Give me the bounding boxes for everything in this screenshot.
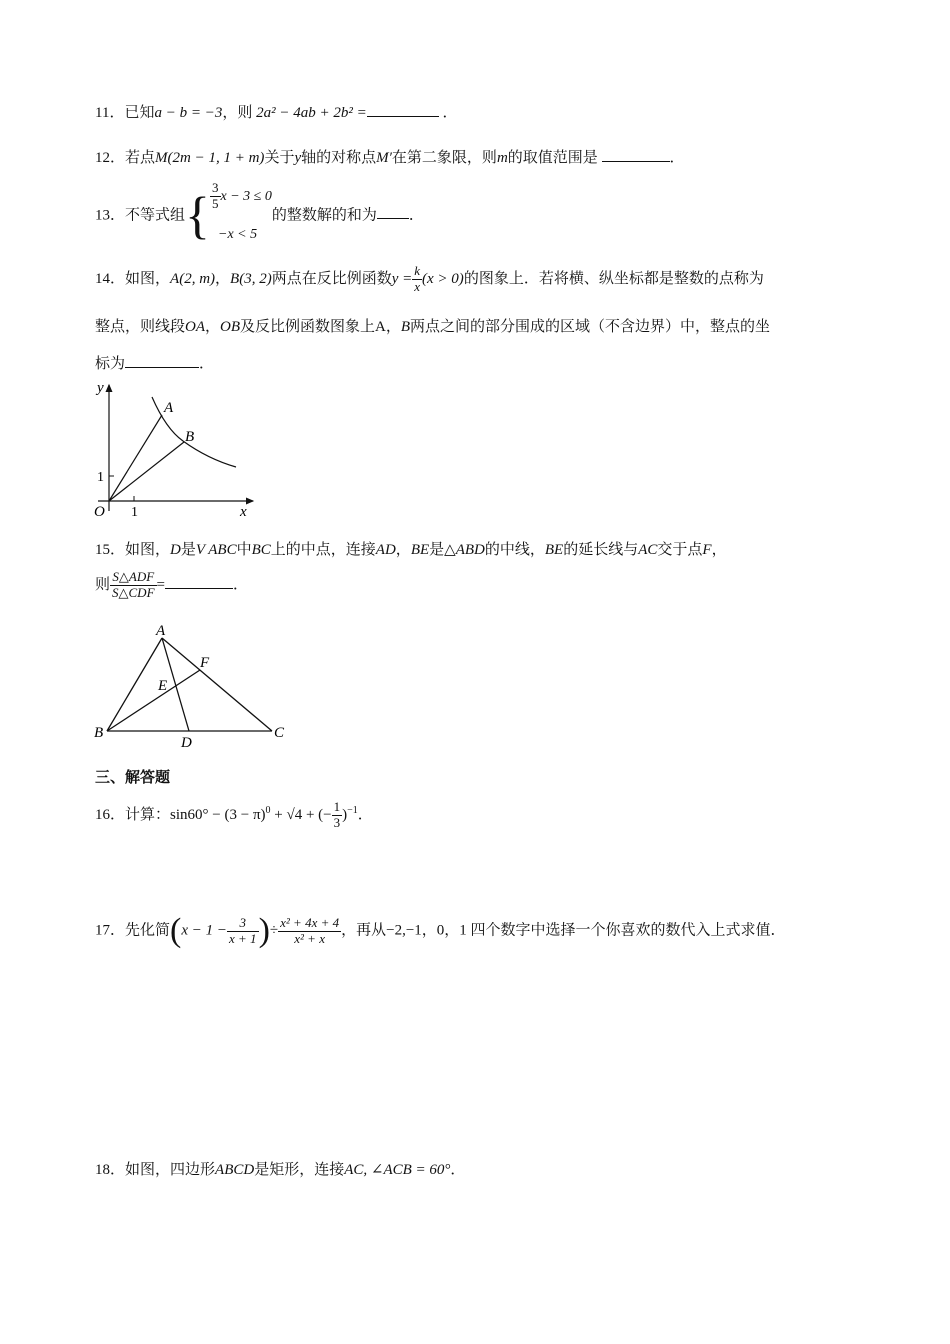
question-number: 11． <box>95 105 125 121</box>
question-13 <box>95 178 424 254</box>
inequality-system <box>210 178 272 254</box>
point-f-label: F <box>200 655 210 671</box>
point-b-label: B <box>94 725 104 741</box>
question-text: 已知 <box>124 105 155 121</box>
segment-oa <box>109 415 162 501</box>
question-text: ． <box>357 806 373 823</box>
question-text: 两点在反比例函数 <box>271 270 392 287</box>
answer-blank[interactable] <box>165 574 233 589</box>
question-text: 中 <box>236 542 252 558</box>
question-text: 两点之间的部分围成的区域（不含边界）中，整点的坐 <box>410 319 771 335</box>
math-var: OB <box>220 319 241 335</box>
question-14-line-2 <box>95 315 770 336</box>
math-expression: sin60° − (3 − π) <box>170 806 266 823</box>
fraction-numerator: k <box>414 263 421 278</box>
question-text: 的图象上．若将横、纵坐标都是整数的点称为 <box>463 270 764 287</box>
question-text: = <box>156 576 165 593</box>
question-text: 先化简 <box>125 922 171 939</box>
fraction-denominator: S△CDF <box>112 584 155 600</box>
math-condition: a − b = −3 <box>154 105 223 121</box>
question-14-line-3 <box>95 352 214 373</box>
math-var: y <box>294 150 302 166</box>
point-e-label: E <box>158 678 168 694</box>
math-var: AC <box>638 542 658 558</box>
question-text: 在第二象限，则 <box>391 150 497 166</box>
question-text: 是矩形，连接 <box>254 1162 345 1178</box>
question-text: 标为 <box>95 356 126 372</box>
math-expression: ) <box>342 806 348 823</box>
question-12 <box>95 146 685 167</box>
math-point: A(2, m) <box>170 270 216 287</box>
y-label: y <box>97 380 104 396</box>
question-number: 17． <box>95 922 126 939</box>
right-paren: ) <box>258 912 270 949</box>
question-number: 12． <box>95 150 126 166</box>
side-ab <box>107 638 162 731</box>
exponent: −1 <box>347 804 358 816</box>
math-expression: y = <box>391 270 413 287</box>
answer-blank[interactable] <box>125 353 199 368</box>
point-a-label: A <box>156 623 166 639</box>
question-text: 的整数解的和为 <box>271 207 377 224</box>
fraction-numerator: 3 <box>212 180 219 196</box>
question-number: 16． <box>95 806 126 823</box>
math-point: M(2m − 1, 1 + m) <box>155 150 265 166</box>
fraction-numerator: S△ADF <box>110 570 157 586</box>
inequality-1: x − 3 ≤ 0 <box>220 189 272 204</box>
system-brace: { <box>185 187 210 245</box>
question-text: 交于点 <box>657 542 703 558</box>
question-15-line-2 <box>95 570 248 601</box>
figure-q15-triangle <box>90 620 300 755</box>
math-var: F <box>702 542 712 558</box>
fraction-denominator: x <box>414 278 421 294</box>
question-text: 若点 <box>125 150 156 166</box>
math-var: B <box>400 319 411 335</box>
question-text: 及反比例函数图象上A， <box>240 319 401 335</box>
x-label: x <box>240 504 247 520</box>
math-var: D <box>170 542 181 558</box>
question-text: ． <box>438 105 458 121</box>
question-16 <box>95 800 373 831</box>
left-paren: ( <box>170 912 182 949</box>
question-15-line-1 <box>95 538 727 559</box>
question-text: 是 <box>180 542 196 558</box>
figure-q14-graph <box>88 375 268 520</box>
question-text: ， <box>205 319 221 335</box>
question-text: 关于 <box>264 150 295 166</box>
question-text: ， <box>711 542 727 558</box>
y-one-label: 1 <box>97 470 104 485</box>
question-text: 如图， <box>125 542 171 558</box>
question-text: 的延长线与 <box>563 542 639 558</box>
math-var: BE <box>410 542 430 558</box>
math-expression: AC, ∠ACB = 60° <box>344 1162 451 1178</box>
fraction-denominator: 3 <box>333 814 341 830</box>
math-expression: + √4 + (− <box>270 806 332 823</box>
x-one-label: 1 <box>131 505 138 520</box>
fraction-numerator: 1 <box>333 799 341 814</box>
inequality-2: −x < 5 <box>218 227 258 242</box>
fraction-numerator: 3 <box>227 916 259 932</box>
question-text: ，则 <box>222 105 257 121</box>
math-point: B(3, 2) <box>230 270 272 287</box>
question-text: ． <box>199 356 215 372</box>
answer-blank[interactable] <box>602 147 670 162</box>
question-text: 不等式组 <box>125 207 186 224</box>
question-text: 的中线， <box>484 542 545 558</box>
section-heading: 三、解答题 <box>95 768 171 786</box>
question-text: ． <box>232 576 248 593</box>
question-text: 是 <box>429 542 445 558</box>
fraction-numerator: x² + 4x + 4 <box>280 914 340 930</box>
math-expression: 2a² − 4ab + 2b² = <box>256 105 367 121</box>
question-text: 上的中点，连接 <box>270 542 376 558</box>
question-text: 计算： <box>125 806 171 823</box>
question-number: 18． <box>95 1162 126 1178</box>
question-text: 如图，四边形 <box>125 1162 216 1178</box>
math-var: M′ <box>376 150 392 166</box>
answer-blank[interactable] <box>377 204 409 219</box>
question-14-line-1 <box>95 264 764 295</box>
math-triangle: V ABC <box>195 542 237 558</box>
math-expression: (x > 0) <box>422 270 464 287</box>
exponent: 0 <box>265 804 271 816</box>
point-c-label: C <box>274 725 285 741</box>
origin-label: O <box>94 504 105 520</box>
question-text: ，再从−2,−1，0，1 四个数字中选择一个你喜欢的数代入上式求值． <box>341 922 786 939</box>
question-text: 如图， <box>125 270 171 287</box>
question-text: ． <box>450 1162 466 1178</box>
point-a-label: A <box>164 400 174 416</box>
question-text: 轴的对称点 <box>301 150 377 166</box>
fraction-denominator: x + 1 <box>229 930 257 946</box>
question-11 <box>95 101 458 122</box>
question-text: 则 <box>95 576 111 593</box>
math-var: BE <box>544 542 564 558</box>
segment-ob <box>109 442 184 501</box>
question-text: ． <box>408 207 424 224</box>
fraction-denominator: x² + x <box>294 930 325 946</box>
question-18 <box>95 1158 465 1179</box>
question-text: ． <box>669 150 685 166</box>
question-number: 14． <box>95 270 126 287</box>
question-text: ， <box>395 542 411 558</box>
fraction-denominator: 5 <box>212 196 219 212</box>
math-var: OA <box>185 319 206 335</box>
question-text: 整点，则线段 <box>95 319 186 335</box>
question-text: 的取值范围是 <box>507 150 598 166</box>
point-b-label: B <box>185 429 195 445</box>
question-number: 13． <box>95 207 126 224</box>
question-text: ， <box>215 270 231 287</box>
point-d-label: D <box>181 735 192 751</box>
math-expression: x − 1 − <box>181 922 228 939</box>
question-17 <box>95 912 786 950</box>
math-triangle: △ABD <box>444 542 485 558</box>
math-var: BC <box>251 542 271 558</box>
math-var: ABCD <box>215 1162 255 1178</box>
question-number: 15． <box>95 542 126 558</box>
answer-blank[interactable] <box>367 102 439 117</box>
math-var: m <box>496 150 508 166</box>
math-operator: ÷ <box>269 922 279 939</box>
math-var: AD <box>375 542 396 558</box>
